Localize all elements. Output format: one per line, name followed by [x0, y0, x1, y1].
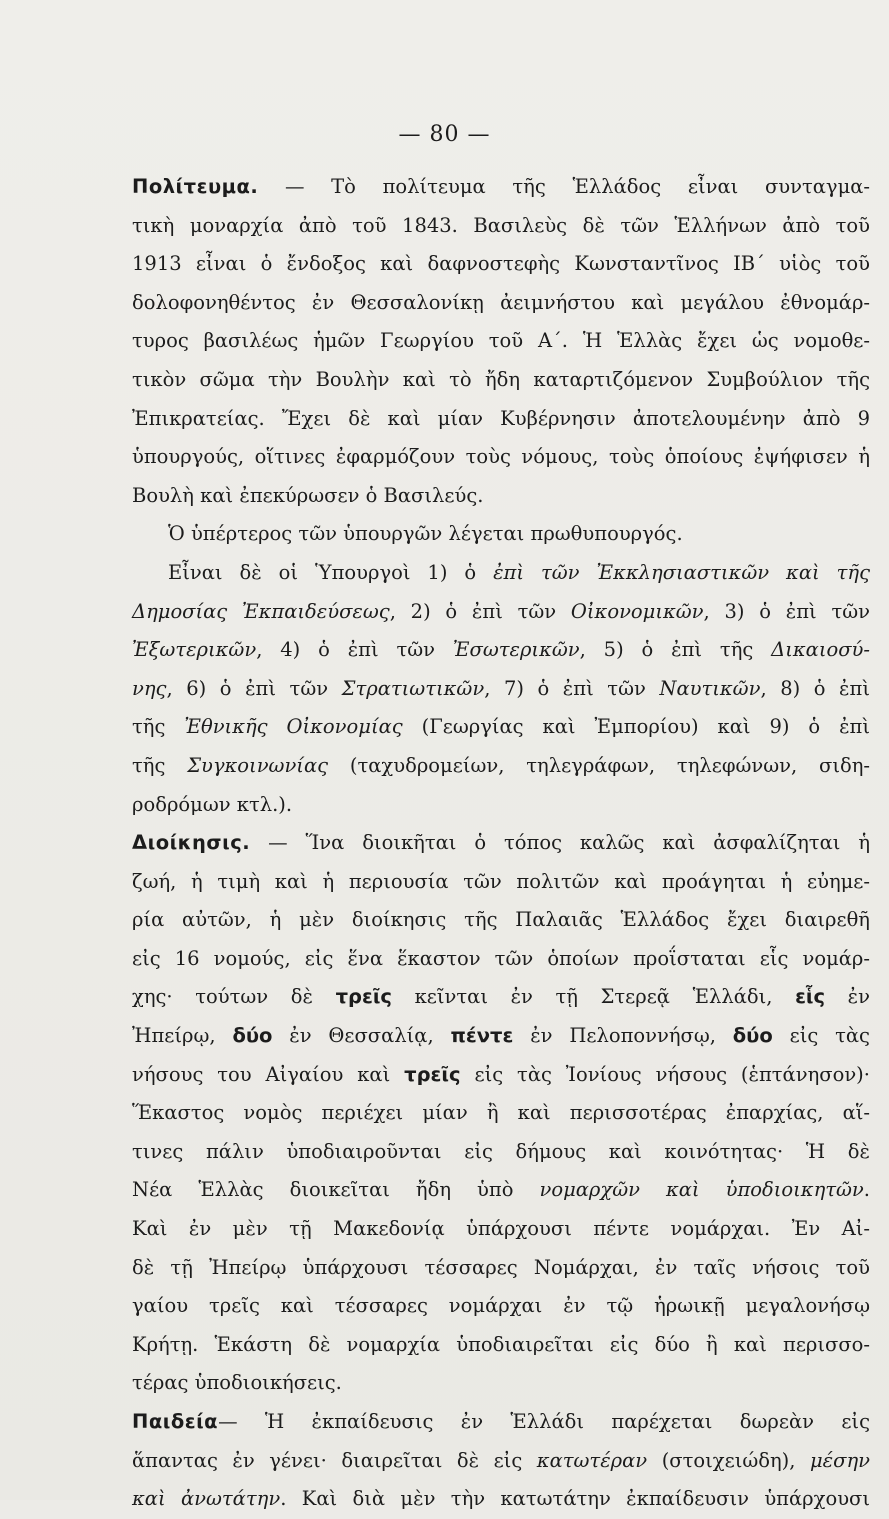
- text-line: [132, 207, 870, 246]
- text-run: (ταχυδρομείων, τηλεγράφων, τηλεφώνων, σιδη-: [328, 753, 870, 777]
- text-line: [132, 400, 870, 439]
- text-line: [132, 863, 870, 902]
- italic-run: Δικαιοσύ-: [771, 638, 870, 662]
- section-heading: Πολίτευμα.: [132, 175, 259, 198]
- text-line: [132, 361, 870, 400]
- text-run: δολοφονηθέντος ἐν Θεσσαλονίκῃ ἀειμνήστου καὶ μεγάλου ἐθνομάρ-: [132, 290, 870, 314]
- text-line: [132, 631, 870, 670]
- body-text: [132, 168, 870, 1519]
- text-line: [132, 1403, 870, 1442]
- text-run: , 6) ὁ ἐπὶ τῶν: [166, 676, 342, 700]
- page-number: — 80 —: [398, 122, 491, 147]
- text-run: ἐν Θεσσαλίᾳ,: [272, 1024, 451, 1048]
- text-line: [132, 1364, 870, 1403]
- text-line: [132, 1017, 870, 1056]
- text-run: ὑπουργούς, οἵτινες ἐφαρμόζουν τοὺς νόμους, τοὺς ὁποίους ἐψήφισεν ἡ: [132, 445, 870, 469]
- italic-run: Δημοσίας Ἐκπαιδεύσεως: [132, 599, 390, 623]
- text-line: [132, 1171, 870, 1210]
- text-line: [132, 593, 870, 632]
- text-run: τικὸν σῶμα τὴν Βουλὴν καὶ τὸ ἤδη καταρτιζόμενον Συμβούλιον τῆς: [132, 367, 870, 391]
- text-line: [132, 515, 870, 554]
- text-line: [132, 1442, 870, 1481]
- text-run: χης· τούτων δὲ: [132, 985, 336, 1009]
- text-run: κεῖνται ἐν τῇ Στερεᾷ Ἑλλάδι,: [391, 985, 796, 1009]
- text-run: , 4) ὁ ἐπὶ τῶν: [256, 638, 453, 662]
- text-run: Ἠπείρῳ,: [132, 1024, 233, 1048]
- text-run: — Τὸ πολίτευμα τῆς Ἑλλάδος εἶναι συνταγμα-: [258, 175, 870, 198]
- text-run: , 8) ὁ ἐπὶ: [760, 676, 870, 700]
- text-line: [132, 978, 870, 1017]
- bold-run: εἷς: [795, 985, 826, 1009]
- bold-run: δύο: [232, 1024, 273, 1048]
- italic-run: κατωτέραν: [536, 1448, 648, 1472]
- text-line: [132, 708, 870, 747]
- text-run: νήσους του Αἰγαίου καὶ: [132, 1062, 405, 1086]
- text-line: [132, 554, 870, 593]
- text-run: Ἕκαστος νομὸς περιέχει μίαν ἢ καὶ περισσοτέρας ἐπαρχίας, αἵ-: [132, 1101, 870, 1125]
- section-heading: Διοίκησις.: [132, 831, 251, 855]
- text-line: [132, 322, 870, 361]
- text-run: εἰς τὰς: [772, 1024, 870, 1048]
- text-run: γαίου τρεῖς καὶ τέσσαρες νομάρχαι ἐν τῷ ἡρωικῇ μεγαλονήσῳ: [132, 1294, 870, 1318]
- text-run: , 2) ὁ ἐπὶ τῶν: [389, 599, 571, 623]
- text-run: τικὴ μοναρχία ἀπὸ τοῦ 1843. Βασιλεὺς δὲ τῶν Ἑλλήνων ἀπὸ τοῦ: [132, 213, 870, 237]
- text-run: ἅπαντας ἐν γένει· διαιρεῖται δὲ εἰς: [132, 1448, 537, 1472]
- text-run: τέρας ὑποδιοικήσεις.: [132, 1371, 342, 1395]
- text-run: τυρος βασιλέως ἡμῶν Γεωργίου τοῦ Α΄. Ἡ Ἑλλὰς ἔχει ὡς νομοθε-: [132, 329, 870, 353]
- italic-run: Ναυτικῶν: [659, 676, 761, 700]
- text-line: [132, 168, 870, 207]
- text-run: Κρήτῃ. Ἑκάστη δὲ νομαρχία ὑποδιαιρεῖται εἰς δύο ἢ καὶ περισσο-: [132, 1332, 870, 1356]
- text-run: ἐν: [825, 985, 870, 1009]
- text-line: [132, 1056, 870, 1095]
- text-line: [132, 940, 870, 979]
- italic-run: νομαρχῶν καὶ ὑποδιοικητῶν: [539, 1178, 864, 1202]
- text-line: [132, 786, 870, 825]
- text-run: .: [863, 1178, 870, 1202]
- bold-run: τρεῖς: [335, 985, 392, 1009]
- text-line: [132, 824, 870, 863]
- bold-run: πέντε: [450, 1024, 514, 1048]
- section-heading: Παιδεία: [132, 1410, 219, 1433]
- italic-run: μέσην: [810, 1448, 870, 1472]
- text-line: [132, 1094, 870, 1133]
- text-run: (στοιχειώδη),: [647, 1448, 810, 1472]
- text-run: τῆς: [132, 715, 185, 739]
- text-line: [132, 245, 870, 284]
- text-run: , 3) ὁ ἐπὶ τῶν: [703, 599, 870, 623]
- text-run: Ὁ ὑπέρτερος τῶν ὑπουργῶν λέγεται πρωθυπουργός.: [168, 522, 683, 546]
- text-run: ἐν Πελοποννήσῳ,: [513, 1024, 733, 1048]
- text-run: , 7) ὁ ἐπὶ τῶν: [484, 676, 660, 700]
- text-line: [132, 1480, 870, 1519]
- text-run: ρία αὐτῶν, ἡ μὲν διοίκησις τῆς Παλαιᾶς Ἑλλάδος ἔχει διαιρεθῆ: [132, 908, 870, 932]
- italic-run: Στρατιωτικῶν: [341, 676, 485, 700]
- text-run: ροδρόμων κτλ.).: [132, 792, 293, 816]
- italic-run: καὶ ἀνωτάτην: [132, 1487, 281, 1511]
- text-run: . Καὶ διὰ μὲν τὴν κατωτάτην ἐκπαίδευσιν ὑπάρχουσι: [280, 1487, 871, 1511]
- italic-run: Οἰκονομικῶν: [570, 599, 704, 623]
- italic-run: Ἐξωτερικῶν: [132, 638, 257, 662]
- text-line: [132, 438, 870, 477]
- text-run: δὲ τῇ Ἠπείρῳ ὑπάρχουσι τέσσαρες Νομάρχαι, ἐν ταῖς νήσοις τοῦ: [132, 1255, 870, 1279]
- italic-run: Ἐσωτερικῶν: [452, 638, 580, 662]
- text-line: [132, 1210, 870, 1249]
- text-run: , 5) ὁ ἐπὶ τῆς: [579, 638, 772, 662]
- text-run: Βουλὴ καὶ ἐπεκύρωσεν ὁ Βασιλεύς.: [132, 483, 484, 507]
- text-line: [132, 1326, 870, 1365]
- italic-run: Ἐθνικῆς Οἰκονομίας: [184, 715, 403, 739]
- text-line: [132, 284, 870, 323]
- text-run: — Ἡ ἐκπαίδευσις ἐν Ἑλλάδι παρέχεται δωρεὰν εἰς: [218, 1410, 870, 1433]
- text-run: ζωή, ἡ τιμὴ καὶ ἡ περιουσία τῶν πολιτῶν καὶ προάγηται ἡ εὐημε-: [132, 869, 870, 893]
- text-run: εἰς 16 νομούς, εἰς ἕνα ἕκαστον τῶν ὁποίων προΐσταται εἷς νομάρ-: [132, 946, 870, 970]
- bold-run: τρεῖς: [404, 1062, 461, 1086]
- text-line: [132, 901, 870, 940]
- text-run: Νέα Ἑλλὰς διοικεῖται ἤδη ὑπὸ: [132, 1178, 540, 1202]
- text-run: τινες πάλιν ὑποδιαιροῦνται εἰς δήμους καὶ κοινότητας· Ἡ δὲ: [132, 1139, 870, 1163]
- italic-run: ἐπὶ τῶν Ἐκκλησιαστικῶν καὶ τῆς: [493, 560, 870, 584]
- text-line: [132, 1287, 870, 1326]
- text-run: τῆς: [132, 753, 188, 777]
- text-line: [132, 747, 870, 786]
- text-run: Καὶ ἐν μὲν τῇ Μακεδονίᾳ ὑπάρχουσι πέντε νομάρχαι. Ἐν Αἰ-: [132, 1217, 870, 1241]
- text-run: εἰς τὰς Ἰονίους νήσους (ἑπτάνησον)·: [460, 1062, 870, 1086]
- text-run: 1913 εἶναι ὁ ἔνδοξος καὶ δαφνοστεφὴς Κωνσταντῖνος ΙΒ΄ υἱὸς τοῦ: [132, 252, 870, 276]
- text-line: [132, 1249, 870, 1288]
- text-line: [132, 1133, 870, 1172]
- text-run: (Γεωργίας καὶ Ἐμπορίου) καὶ 9) ὁ ἐπὶ: [402, 715, 870, 739]
- text-run: Ἐπικρατείας. Ἔχει δὲ καὶ μίαν Κυβέρνησιν ἀποτελουμένην ἀπὸ 9: [132, 406, 870, 430]
- bold-run: δύο: [732, 1024, 773, 1048]
- italic-run: Συγκοινωνίας: [187, 753, 329, 777]
- text-run: — Ἵνα διοικῆται ὁ τόπος καλῶς καὶ ἀσφαλίζηται ἡ: [250, 831, 870, 855]
- italic-run: νης: [132, 676, 167, 700]
- text-run: Εἶναι δὲ οἱ Ὑπουργοὶ 1) ὁ: [168, 560, 494, 584]
- text-line: [132, 670, 870, 709]
- text-line: [132, 477, 870, 516]
